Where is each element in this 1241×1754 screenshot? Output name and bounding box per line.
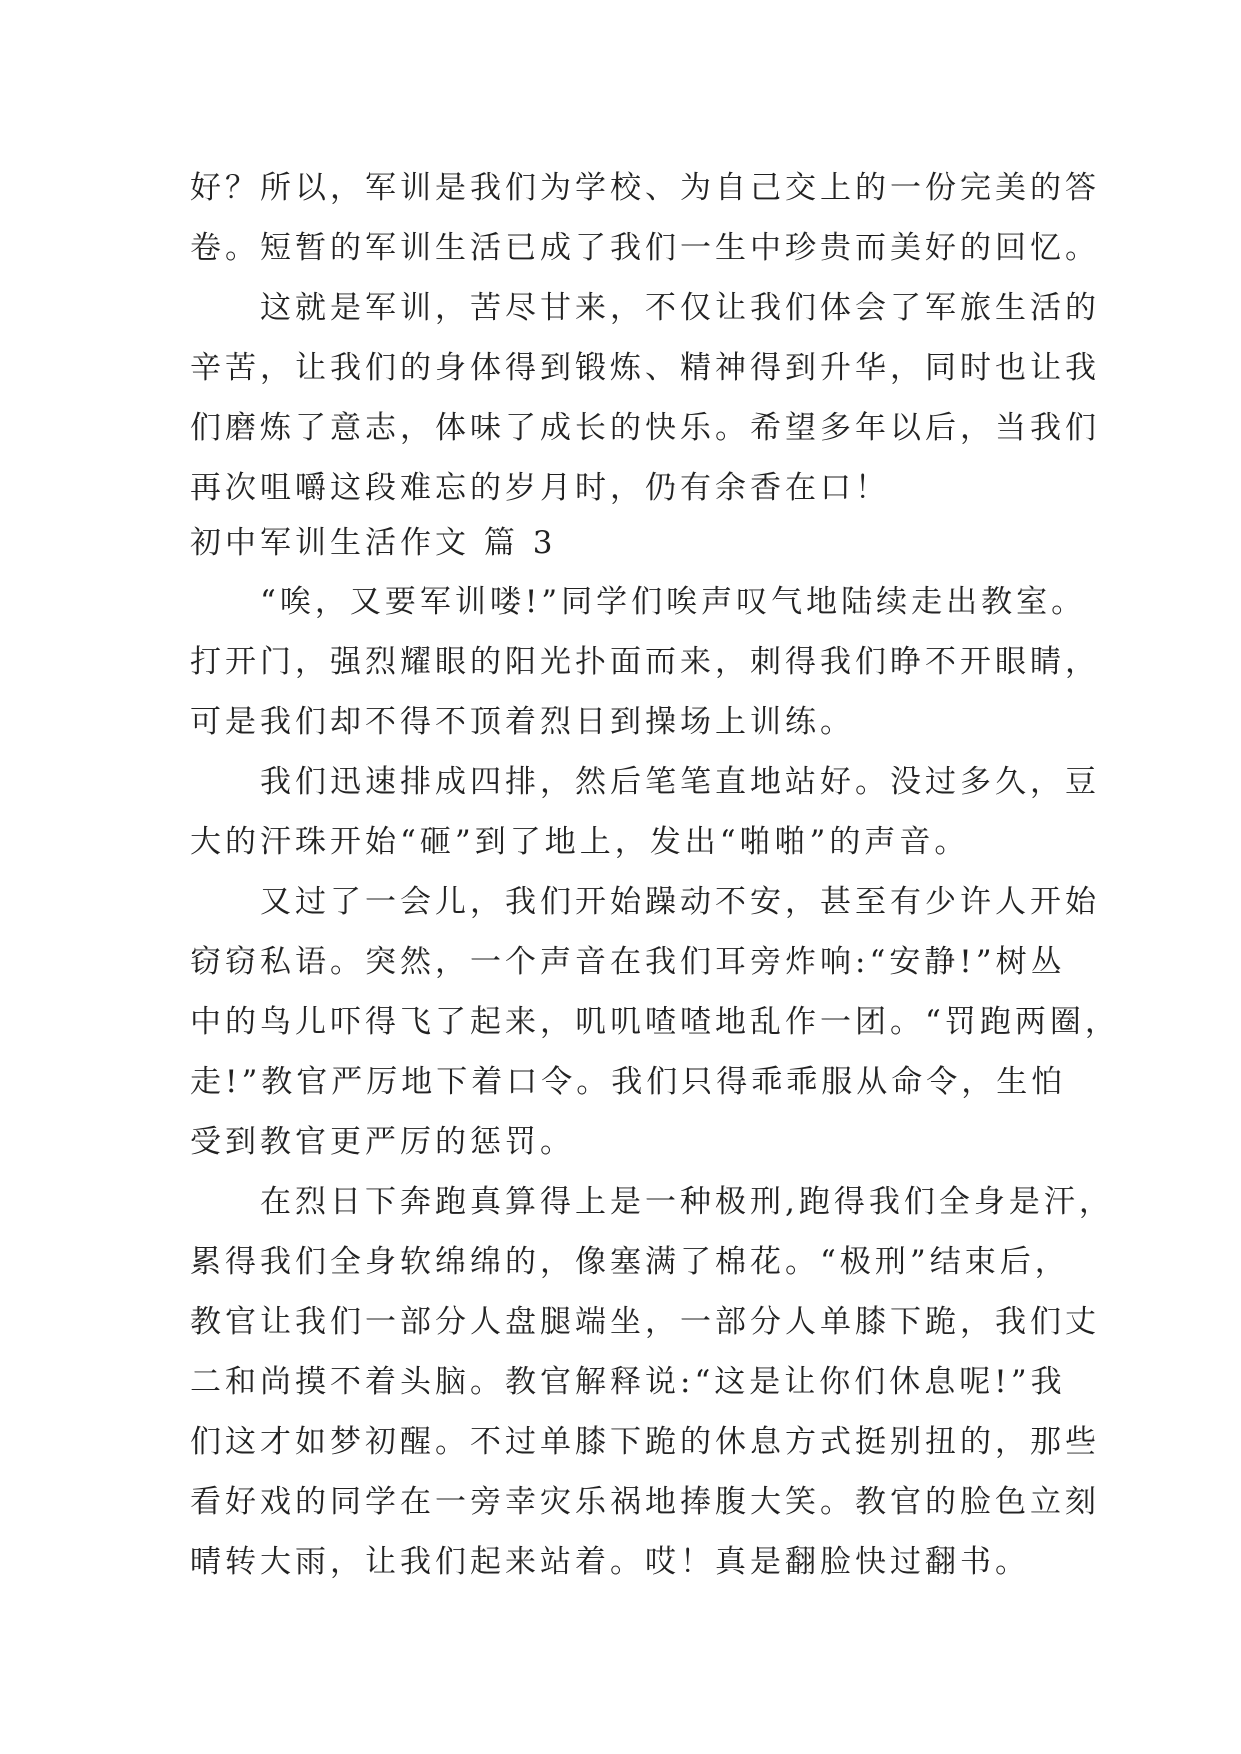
paragraph-2 [190, 278, 1100, 518]
text-line: 这就是军训，苦尽甘来，不仅让我们体会了军旅生活的 [260, 290, 1100, 326]
paragraph-3 [190, 572, 1100, 752]
text-line: 卷。短暂的军训生活已成了我们一生中珍贵而美好的回忆。 [190, 230, 1100, 266]
text-line: 再次咀嚼这段难忘的岁月时，仍有余香在口！ [190, 470, 890, 506]
text-line: “唉，又要军训喽!”同学们唉声叹气地陆续走出教室。 [260, 584, 1087, 620]
text-line: 走!”教官严厉地下着口令。我们只得乖乖服从命令，生怕 [190, 1064, 1067, 1100]
text-line: 教官让我们一部分人盘腿端坐，一部分人单膝下跪，我们丈 [190, 1304, 1100, 1340]
text-line: 辛苦，让我们的身体得到锻炼、精神得到升华，同时也让我 [190, 350, 1100, 386]
paragraph-4 [190, 752, 1100, 872]
paragraph-5 [190, 872, 1120, 1172]
text-line: 大的汗珠开始“砸”到了地上，发出“啪啪”的声音。 [190, 824, 970, 860]
text-line: 们这才如梦初醒。不过单膝下跪的休息方式挺别扭的，那些 [190, 1424, 1100, 1460]
text-line: 受到教官更严厉的惩罚。 [190, 1124, 575, 1160]
text-line: 打开门，强烈耀眼的阳光扑面而来，刺得我们睁不开眼睛， [190, 644, 1100, 680]
text-line: 累得我们全身软绵绵的，像塞满了棉花。“极刑”结束后， [190, 1244, 1070, 1280]
text-line: 们磨炼了意志，体味了成长的快乐。希望多年以后，当我们 [190, 410, 1100, 446]
text-line: 晴转大雨，让我们起来站着。哎！真是翻脸快过翻书。 [190, 1544, 1030, 1580]
text-line: 看好戏的同学在一旁幸灾乐祸地捧腹大笑。教官的脸色立刻 [190, 1484, 1100, 1520]
section-title: 初中军训生活作文 篇 3 [190, 525, 557, 561]
text-line: 我们迅速排成四排，然后笔笔直地站好。没过多久，豆 [260, 764, 1100, 800]
text-line: 可是我们却不得不顶着烈日到操场上训练。 [190, 704, 855, 740]
text-line: 在烈日下奔跑真算得上是一种极刑,跑得我们全身是汗， [260, 1184, 1114, 1220]
text-line: 二和尚摸不着头脑。教官解释说:“这是让你们休息呢!”我 [190, 1364, 1066, 1400]
paragraph-1 [190, 158, 1100, 278]
essay-text [190, 158, 1120, 1592]
text-line: 又过了一会儿，我们开始躁动不安，甚至有少许人开始 [260, 884, 1100, 920]
text-line: 中的鸟儿吓得飞了起来，叽叽喳喳地乱作一团。“罚跑两圈， [190, 1004, 1120, 1040]
text-line: 好？所以，军训是我们为学校、为自己交上的一份完美的答 [190, 170, 1100, 206]
section-heading [190, 518, 1070, 568]
text-line: 窃窃私语。突然，一个声音在我们耳旁炸响:“安静!”树丛 [190, 944, 1066, 980]
paragraph-6 [190, 1172, 1114, 1592]
